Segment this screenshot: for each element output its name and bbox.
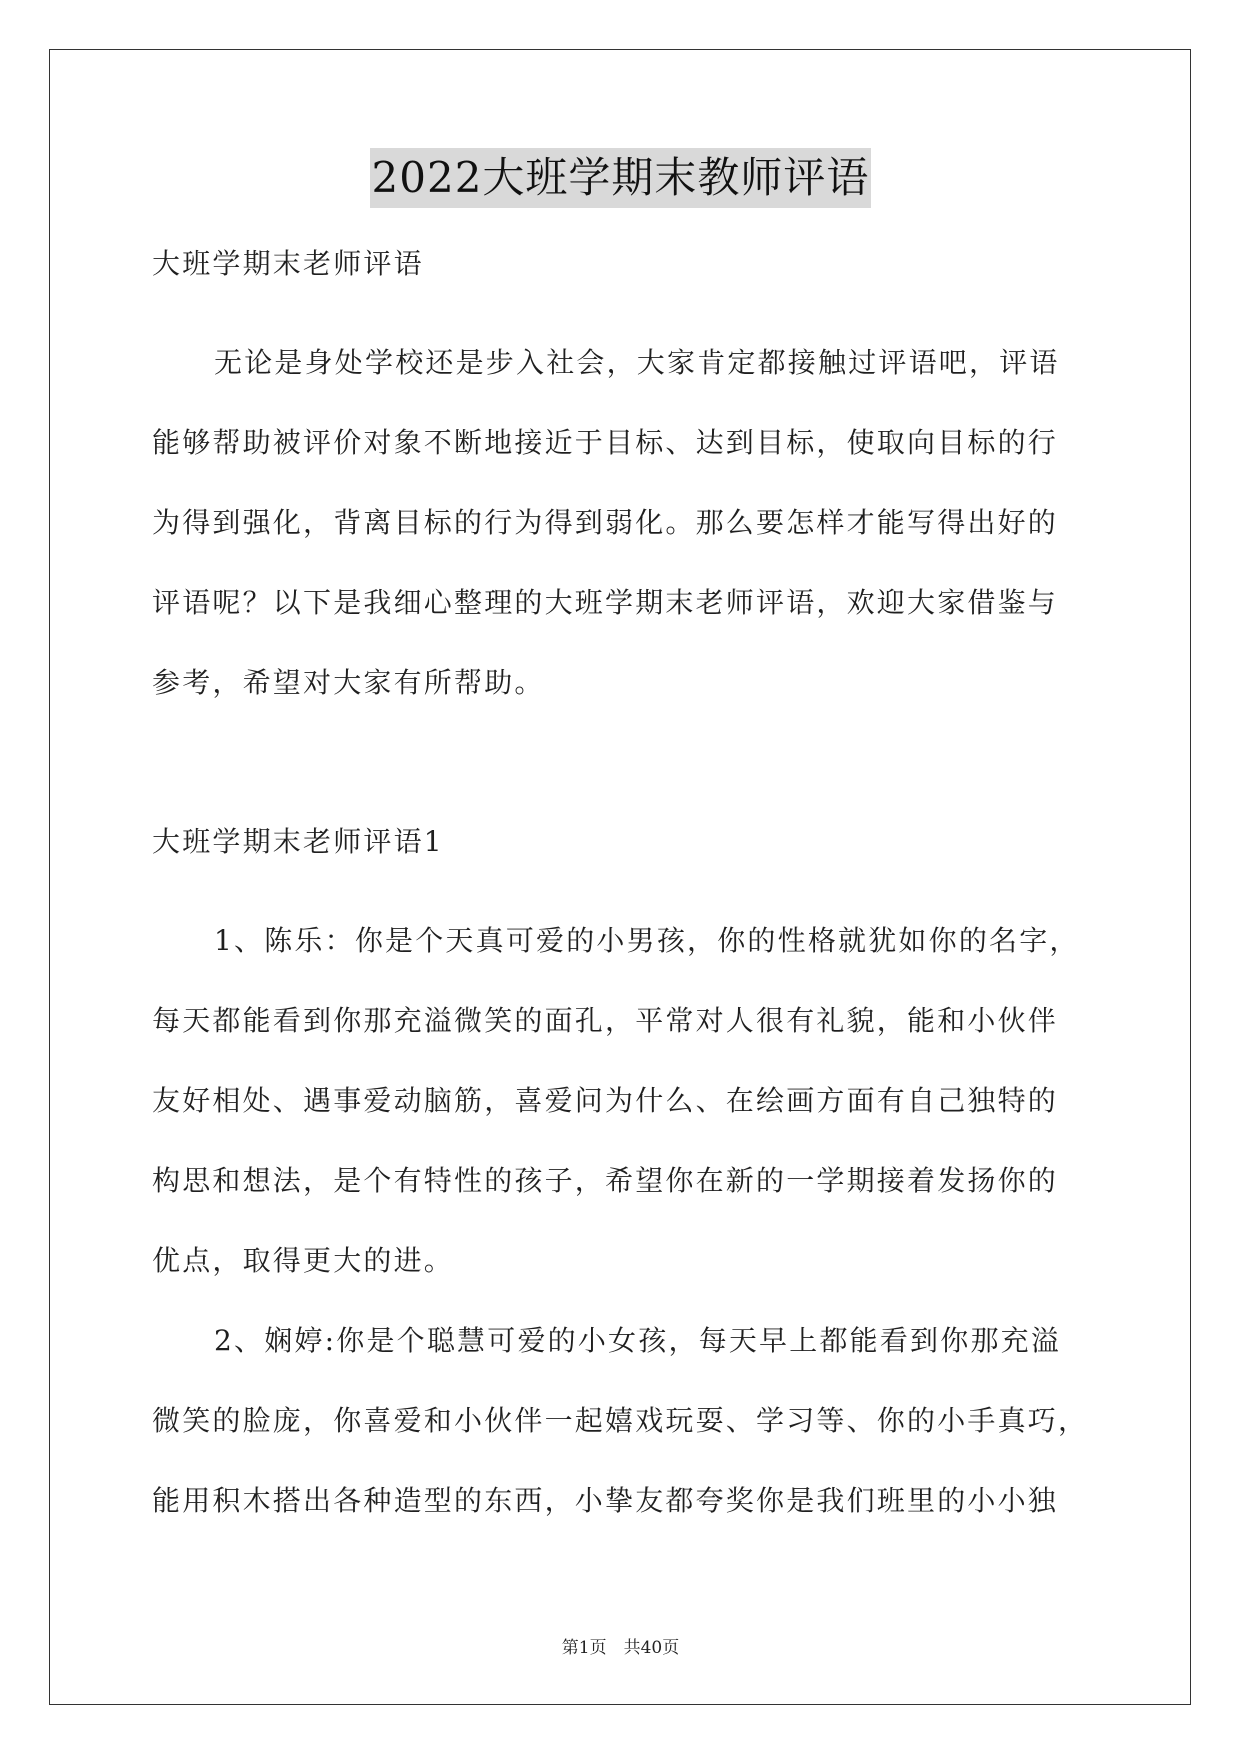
section-heading: 大班学期末老师评语1 [152,825,444,858]
title-container [0,148,1241,208]
page-border [49,49,1191,1705]
paragraph-line: 微笑的脸庞，你喜爱和小伙伴一起嬉戏玩耍、学习等、你的小手真巧， [152,1404,1089,1437]
paragraph-line: 评语呢？以下是我细心整理的大班学期末老师评语，欢迎大家借鉴与 [152,586,1059,619]
paragraph-line: 能够帮助被评价对象不断地接近于目标、达到目标，使取向目标的行 [152,426,1059,459]
paragraph-line: 无论是身处学校还是步入社会，大家肯定都接触过评语吧，评语 [214,346,1060,379]
paragraph-line: 为得到强化，背离目标的行为得到弱化。那么要怎样才能写得出好的 [152,506,1059,539]
paragraph-line: 能用积木搭出各种造型的东西，小挚友都夸奖你是我们班里的小小独 [152,1484,1059,1517]
paragraph-line: 友好相处、遇事爱动脑筋，喜爱问为什么、在绘画方面有自己独特的 [152,1084,1059,1117]
paragraph-line: 参考，希望对大家有所帮助。 [152,666,545,699]
paragraph-line: 2、娴婷:你是个聪慧可爱的小女孩，每天早上都能看到你那充溢 [214,1324,1062,1357]
section-heading: 大班学期末老师评语 [152,247,424,280]
paragraph-line: 每天都能看到你那充溢微笑的面孔，平常对人很有礼貌，能和小伙伴 [152,1004,1059,1037]
paragraph-line: 1、陈乐：你是个天真可爱的小男孩，你的性格就犹如你的名字， [214,924,1080,957]
document-title: 2022大班学期末教师评语 [370,148,872,208]
page-number-footer: 第1页 共40页 [561,1638,680,1658]
paragraph-line: 优点，取得更大的进。 [152,1244,455,1277]
paragraph-line: 构思和想法，是个有特性的孩子，希望你在新的一学期接着发扬你的 [152,1164,1059,1197]
